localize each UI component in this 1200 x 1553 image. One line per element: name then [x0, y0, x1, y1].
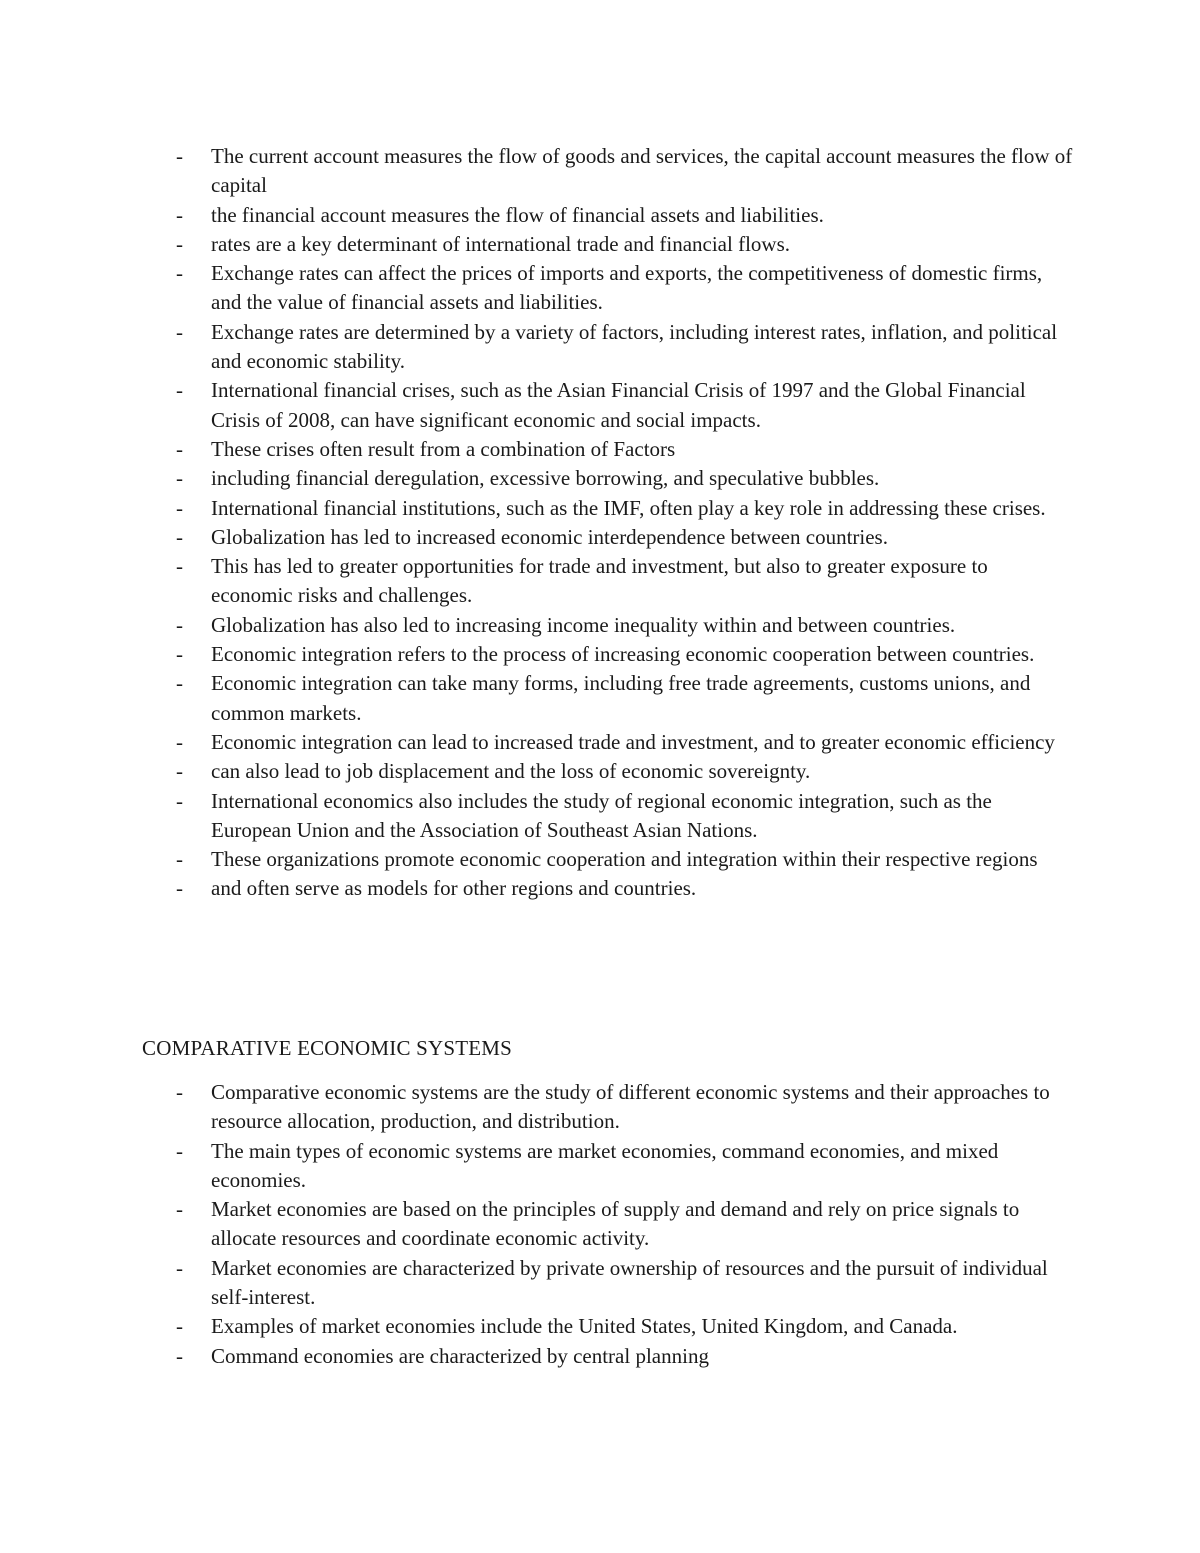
list-item-text: Comparative economic systems are the study of different economic systems and their approaches to resource allocation, production, and distribution. — [211, 1080, 1050, 1134]
dash-bullet: - — [176, 876, 183, 901]
list-item — [174, 435, 1074, 464]
list-item-text: Exchange rates are determined by a variety of factors, including interest rates, inflation, and political and economic stability. — [211, 319, 1058, 374]
list-item — [174, 874, 1074, 903]
list-item-text: Economic integration can take many forms, including free trade agreements, customs unions, and common markets. — [211, 671, 1031, 725]
list-item-text: The main types of economic systems are market economies, command economies, and mixed economies. — [211, 1138, 999, 1192]
dash-bullet: - — [176, 759, 183, 784]
dash-bullet: - — [176, 231, 183, 256]
list-item-text: Economic integration can lead to increased trade and investment, and to greater economic efficiency — [211, 729, 1055, 754]
dash-bullet: - — [176, 1255, 183, 1280]
list-item — [174, 259, 1074, 318]
list-item — [174, 1254, 1074, 1313]
list-item — [174, 728, 1074, 757]
list-item-text: Market economies are characterized by private ownership of resources and the pursuit of individual self-interest. — [211, 1255, 1048, 1310]
list-item — [174, 611, 1074, 640]
list-item — [174, 1312, 1074, 1341]
list-item-text: rates are a key determinant of international trade and financial flows. — [211, 231, 790, 256]
dash-bullet: - — [176, 847, 183, 872]
list-item — [174, 845, 1074, 874]
list-item-text: the financial account measures the flow of financial assets and liabilities. — [211, 202, 824, 227]
list-item — [174, 787, 1074, 846]
section-heading-comparative-economic-systems: COMPARATIVE ECONOMIC SYSTEMS — [142, 1036, 513, 1060]
list-item-text: This has led to greater opportunities for trade and investment, but also to greater exposure to economic risks and challenges. — [211, 554, 988, 608]
dash-bullet: - — [176, 495, 183, 520]
dash-bullet: - — [176, 642, 183, 667]
dash-bullet: - — [176, 524, 183, 549]
list-item — [174, 1342, 1074, 1371]
dash-bullet: - — [176, 729, 183, 754]
dash-bullet: - — [176, 144, 183, 168]
dash-bullet: - — [176, 788, 183, 813]
dash-bullet: - — [176, 261, 183, 286]
bullet-list-international-economics — [174, 142, 1074, 904]
list-item — [174, 376, 1074, 435]
list-item — [174, 523, 1074, 552]
list-item — [174, 318, 1074, 377]
dash-bullet: - — [176, 466, 183, 491]
list-item-text: Market economies are based on the principles of supply and demand and rely on price signals to allocate resources and coordinate economic activity. — [211, 1197, 1020, 1251]
dash-bullet: - — [176, 436, 183, 461]
list-item — [174, 1137, 1074, 1196]
dash-bullet: - — [176, 1343, 183, 1368]
list-item — [174, 142, 1074, 201]
list-item — [174, 669, 1074, 728]
list-item — [174, 494, 1074, 523]
list-item-text: International economics also includes the study of regional economic integration, such as the European Union and the Association of Southeast Asian Nations. — [211, 788, 992, 842]
list-item-text: Command economies are characterized by central planning — [211, 1343, 709, 1368]
list-item — [174, 640, 1074, 669]
list-item — [174, 464, 1074, 493]
dash-bullet: - — [176, 1314, 183, 1339]
dash-bullet: - — [176, 554, 183, 579]
bullet-list-comparative-economic-systems — [174, 1078, 1074, 1371]
list-item-text: Globalization has led to increased economic interdependence between countries. — [211, 524, 888, 549]
list-item — [174, 1078, 1074, 1137]
list-item — [174, 757, 1074, 786]
list-item-text: including financial deregulation, excessive borrowing, and speculative bubbles. — [211, 466, 880, 491]
dash-bullet: - — [176, 1138, 183, 1163]
dash-bullet: - — [176, 612, 183, 637]
list-item-text: can also lead to job displacement and the loss of economic sovereignty. — [211, 759, 811, 784]
list-item — [174, 552, 1074, 611]
list-item-text: International financial crises, such as the Asian Financial Crisis of 1997 and the Global Financial Crisis of 2008, can have significant economic and social impacts. — [211, 378, 1026, 432]
list-item — [174, 1195, 1074, 1254]
dash-bullet: - — [176, 378, 183, 403]
list-item-text: Globalization has also led to increasing income inequality within and between countries. — [211, 612, 956, 637]
dash-bullet: - — [176, 319, 183, 344]
dash-bullet: - — [176, 1197, 183, 1222]
list-item — [174, 230, 1074, 259]
dash-bullet: - — [176, 1080, 183, 1104]
dash-bullet: - — [176, 202, 183, 227]
list-item-text: International financial institutions, such as the IMF, often play a key role in addressing these crises. — [211, 495, 1046, 520]
list-item-text: and often serve as models for other regions and countries. — [211, 876, 697, 901]
dash-bullet: - — [176, 671, 183, 696]
list-item-text: The current account measures the flow of goods and services, the capital account measures the flow of capital — [211, 144, 1073, 198]
list-item-text: These organizations promote economic cooperation and integration within their respective regions — [211, 847, 1038, 872]
list-item-text: Examples of market economies include the United States, United Kingdom, and Canada. — [211, 1314, 958, 1339]
list-item — [174, 201, 1074, 230]
list-item-text: Economic integration refers to the process of increasing economic cooperation between countries. — [211, 642, 1035, 667]
list-item-text: Exchange rates can affect the prices of imports and exports, the competitiveness of domestic firms, and the value of financial assets and liabilities. — [211, 261, 1043, 315]
list-item-text: These crises often result from a combination of Factors — [211, 436, 676, 461]
